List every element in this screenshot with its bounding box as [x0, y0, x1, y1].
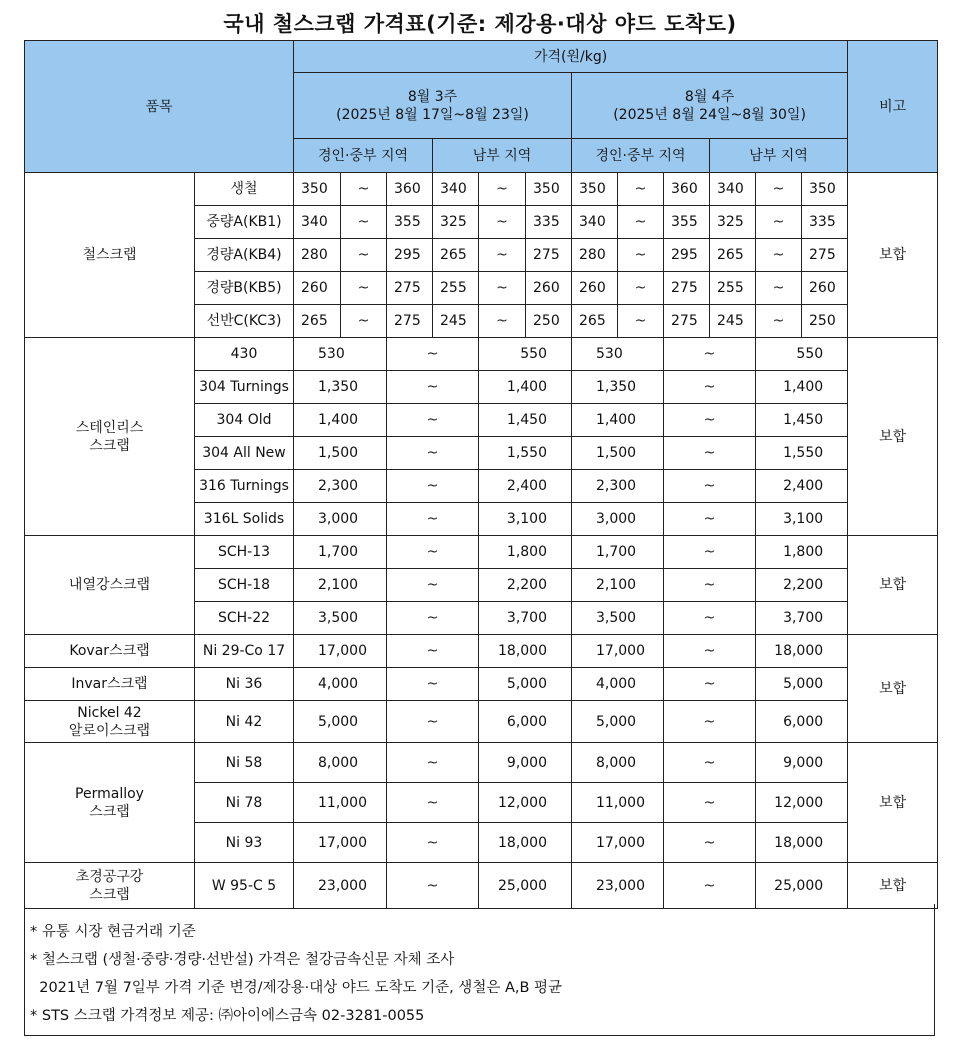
price-low: 23,000: [294, 863, 387, 909]
week1-title: 8월 3주: [407, 88, 458, 105]
item-name: Ni 78: [195, 783, 294, 823]
price-low: 1,700: [294, 536, 387, 569]
item-name: SCH-18: [195, 569, 294, 602]
item-name: Ni 93: [195, 823, 294, 863]
price-low: 265: [294, 305, 341, 338]
header-remark: 비고: [848, 41, 938, 173]
price-high: 12,000: [479, 783, 572, 823]
price-high: 1,400: [756, 371, 848, 404]
item-name: 316 Turnings: [195, 470, 294, 503]
group-permalloy-scrap: [25, 743, 195, 863]
price-low: 325: [710, 206, 756, 239]
price-low: 245: [433, 305, 479, 338]
header-week1-south: 남부 지역: [433, 139, 572, 173]
remark-permalloy: 보합: [848, 743, 938, 863]
tilde: ~: [664, 668, 756, 701]
note-line: * STS 스크랩 가격정보 제공: ㈜아이에스금속 02-3281-0055: [30, 1008, 425, 1024]
tilde: ~: [341, 272, 387, 305]
price-low: 340: [710, 173, 756, 206]
price-low: 265: [572, 305, 618, 338]
price-low: 2,100: [294, 569, 387, 602]
price-low: 17,000: [572, 823, 664, 863]
price-high: 25,000: [756, 863, 848, 909]
price-low: 2,100: [572, 569, 664, 602]
price-low: 530: [572, 338, 664, 371]
price-high: 275: [802, 239, 848, 272]
tilde: ~: [664, 701, 756, 743]
price-high: 350: [802, 173, 848, 206]
price-table: [24, 40, 938, 909]
remark-alloy: 보합: [848, 635, 938, 743]
item-name: W 95-C 5: [195, 863, 294, 909]
tilde: ~: [341, 173, 387, 206]
price-low: 325: [433, 206, 479, 239]
price-high: 1,550: [479, 437, 572, 470]
price-high: 3,100: [479, 503, 572, 536]
note-line: 2021년 7월 7일부 가격 기준 변경/제강용·대상 야드 도착도 기준, 생철은 A,B 평균: [30, 980, 563, 996]
tilde: ~: [387, 569, 479, 602]
table-row: [25, 701, 938, 743]
group-nickel42-scrap-line1: Nickel 42: [77, 704, 142, 721]
group-stainless-scrap-line1: 스테인리스: [75, 419, 144, 436]
tilde: ~: [479, 272, 526, 305]
price-high: 2,400: [756, 470, 848, 503]
item-name: Ni 29-Co 17: [195, 635, 294, 668]
price-high: 355: [387, 206, 433, 239]
remark-heat: 보합: [848, 536, 938, 635]
tilde: ~: [387, 404, 479, 437]
price-low: 2,300: [572, 470, 664, 503]
tilde: ~: [664, 470, 756, 503]
price-high: 6,000: [479, 701, 572, 743]
tilde: ~: [479, 305, 526, 338]
group-kovar-scrap: Kovar스크랩: [25, 635, 195, 668]
tilde: ~: [664, 823, 756, 863]
tilde: ~: [664, 635, 756, 668]
price-high: 275: [387, 272, 433, 305]
group-tool-steel-scrap: [25, 863, 195, 909]
price-high: 2,400: [479, 470, 572, 503]
price-low: 1,500: [572, 437, 664, 470]
price-low: 8,000: [294, 743, 387, 783]
group-permalloy-scrap-line1: Permalloy: [75, 785, 144, 802]
header-item: 품목: [25, 41, 294, 173]
price-table-body: [25, 173, 938, 909]
header-week1-central: 경인·중부 지역: [294, 139, 433, 173]
header-week1: [294, 73, 572, 139]
header-week2-central: 경인·중부 지역: [572, 139, 710, 173]
price-low: 350: [294, 173, 341, 206]
price-low: 17,000: [572, 635, 664, 668]
price-low: 340: [433, 173, 479, 206]
price-high: 360: [387, 173, 433, 206]
price-high: 250: [526, 305, 572, 338]
item-name: 선반C(KC3): [195, 305, 294, 338]
price-low: 265: [433, 239, 479, 272]
price-low: 280: [294, 239, 341, 272]
price-low: 1,400: [572, 404, 664, 437]
remark-tool: 보합: [848, 863, 938, 909]
tilde: ~: [664, 743, 756, 783]
price-high: 18,000: [479, 823, 572, 863]
tilde: ~: [664, 783, 756, 823]
price-high: 1,550: [756, 437, 848, 470]
item-name: 경량B(KB5): [195, 272, 294, 305]
item-name: Ni 42: [195, 701, 294, 743]
tilde: ~: [618, 206, 664, 239]
tilde: ~: [387, 823, 479, 863]
price-low: 1,700: [572, 536, 664, 569]
table-row: [25, 863, 938, 909]
group-stainless-scrap: [25, 338, 195, 536]
tilde: ~: [664, 503, 756, 536]
price-low: 3,500: [294, 602, 387, 635]
price-high: 275: [387, 305, 433, 338]
price-high: 550: [756, 338, 848, 371]
price-low: 340: [294, 206, 341, 239]
price-low: 280: [572, 239, 618, 272]
price-low: 1,500: [294, 437, 387, 470]
group-iron-scrap: 철스크랩: [25, 173, 195, 338]
tilde: ~: [664, 569, 756, 602]
item-name: SCH-13: [195, 536, 294, 569]
price-high: 260: [526, 272, 572, 305]
price-high: 9,000: [756, 743, 848, 783]
page-title: 국내 철스크랩 가격표(기준: 제강용·대상 야드 도착도): [223, 12, 737, 36]
tilde: ~: [618, 239, 664, 272]
tilde: ~: [387, 503, 479, 536]
table-row: [25, 536, 938, 569]
week2-range: (2025년 8월 24일~8월 30일): [613, 106, 806, 123]
price-high: 550: [479, 338, 572, 371]
price-high: 6,000: [756, 701, 848, 743]
tilde: ~: [387, 783, 479, 823]
price-high: 295: [664, 239, 710, 272]
price-low: 260: [572, 272, 618, 305]
price-low: 530: [294, 338, 387, 371]
price-high: 5,000: [479, 668, 572, 701]
item-name: 304 Old: [195, 404, 294, 437]
tilde: ~: [387, 602, 479, 635]
tilde: ~: [387, 668, 479, 701]
group-permalloy-scrap-line2: 스크랩: [89, 803, 130, 820]
tilde: ~: [479, 206, 526, 239]
tilde: ~: [387, 635, 479, 668]
table-row: [25, 668, 938, 701]
remark-stainless: 보합: [848, 338, 938, 536]
price-low: 5,000: [294, 701, 387, 743]
item-name: 생철: [195, 173, 294, 206]
group-tool-steel-scrap-line2: 스크랩: [89, 886, 130, 903]
price-high: 275: [664, 272, 710, 305]
group-stainless-scrap-line2: 스크랩: [89, 437, 130, 454]
tilde: ~: [664, 536, 756, 569]
tilde: ~: [756, 173, 802, 206]
price-low: 17,000: [294, 635, 387, 668]
note-line: * 유통 시장 현금거래 기준: [30, 924, 196, 940]
tilde: ~: [756, 239, 802, 272]
price-low: 8,000: [572, 743, 664, 783]
price-high: 260: [802, 272, 848, 305]
price-high: 350: [526, 173, 572, 206]
table-row: [25, 173, 938, 206]
week2-title: 8월 4주: [684, 88, 735, 105]
item-name: 경량A(KB4): [195, 239, 294, 272]
price-high: 18,000: [756, 823, 848, 863]
price-high: 275: [664, 305, 710, 338]
group-heat-resistant-scrap: 내열강스크랩: [25, 536, 195, 635]
table-row: [25, 635, 938, 668]
tilde: ~: [756, 305, 802, 338]
price-low: 255: [710, 272, 756, 305]
price-high: 2,200: [756, 569, 848, 602]
price-low: 260: [294, 272, 341, 305]
header-week2: [572, 73, 848, 139]
tilde: ~: [387, 863, 479, 909]
price-high: 5,000: [756, 668, 848, 701]
price-high: 335: [526, 206, 572, 239]
item-name: 304 All New: [195, 437, 294, 470]
tilde: ~: [664, 602, 756, 635]
table-row: [25, 338, 938, 371]
tilde: ~: [387, 743, 479, 783]
price-high: 18,000: [756, 635, 848, 668]
price-low: 265: [710, 239, 756, 272]
price-low: 1,350: [572, 371, 664, 404]
price-low: 3,500: [572, 602, 664, 635]
price-high: 12,000: [756, 783, 848, 823]
price-low: 1,350: [294, 371, 387, 404]
price-high: 3,700: [479, 602, 572, 635]
price-low: 5,000: [572, 701, 664, 743]
price-low: 255: [433, 272, 479, 305]
price-low: 4,000: [294, 668, 387, 701]
price-high: 18,000: [479, 635, 572, 668]
tilde: ~: [664, 404, 756, 437]
price-low: 2,300: [294, 470, 387, 503]
tilde: ~: [664, 338, 756, 371]
price-high: 25,000: [479, 863, 572, 909]
remark-iron: 보합: [848, 173, 938, 338]
price-low: 3,000: [294, 503, 387, 536]
price-high: 1,450: [756, 404, 848, 437]
tilde: ~: [387, 371, 479, 404]
tilde: ~: [387, 701, 479, 743]
tilde: ~: [664, 437, 756, 470]
price-high: 275: [526, 239, 572, 272]
tilde: ~: [387, 437, 479, 470]
week1-range: (2025년 8월 17일~8월 23일): [336, 106, 529, 123]
price-high: 3,100: [756, 503, 848, 536]
header-week2-south: 남부 지역: [710, 139, 848, 173]
tilde: ~: [387, 470, 479, 503]
tilde: ~: [479, 173, 526, 206]
price-low: 245: [710, 305, 756, 338]
price-low: 11,000: [572, 783, 664, 823]
item-name: SCH-22: [195, 602, 294, 635]
price-low: 4,000: [572, 668, 664, 701]
group-nickel42-scrap-line2: 알로이스크랩: [68, 722, 151, 739]
price-high: 1,800: [479, 536, 572, 569]
price-high: 335: [802, 206, 848, 239]
table-row: [25, 743, 938, 783]
tilde: ~: [341, 206, 387, 239]
price-low: 11,000: [294, 783, 387, 823]
item-name: Ni 58: [195, 743, 294, 783]
notes-box: [24, 904, 935, 1036]
price-high: 250: [802, 305, 848, 338]
tilde: ~: [387, 536, 479, 569]
price-high: 295: [387, 239, 433, 272]
item-name: 316L Solids: [195, 503, 294, 536]
price-low: 340: [572, 206, 618, 239]
price-low: 23,000: [572, 863, 664, 909]
group-tool-steel-scrap-line1: 초경공구강: [75, 868, 144, 885]
price-high: 360: [664, 173, 710, 206]
header-price: 가격(원/kg): [294, 41, 848, 73]
group-invar-scrap: Invar스크랩: [25, 668, 195, 701]
group-nickel42-scrap: [25, 701, 195, 743]
price-high: 1,400: [479, 371, 572, 404]
tilde: ~: [341, 305, 387, 338]
price-high: 355: [664, 206, 710, 239]
price-high: 1,800: [756, 536, 848, 569]
price-high: 2,200: [479, 569, 572, 602]
tilde: ~: [756, 206, 802, 239]
price-high: 9,000: [479, 743, 572, 783]
price-low: 350: [572, 173, 618, 206]
item-name: 430: [195, 338, 294, 371]
tilde: ~: [618, 305, 664, 338]
tilde: ~: [341, 239, 387, 272]
item-name: Ni 36: [195, 668, 294, 701]
price-high: 3,700: [756, 602, 848, 635]
tilde: ~: [618, 173, 664, 206]
price-low: 17,000: [294, 823, 387, 863]
tilde: ~: [387, 338, 479, 371]
tilde: ~: [618, 272, 664, 305]
tilde: ~: [664, 371, 756, 404]
tilde: ~: [479, 239, 526, 272]
price-low: 1,400: [294, 404, 387, 437]
item-name: 304 Turnings: [195, 371, 294, 404]
tilde: ~: [756, 272, 802, 305]
tilde: ~: [664, 863, 756, 909]
item-name: 중량A(KB1): [195, 206, 294, 239]
price-high: 1,450: [479, 404, 572, 437]
price-low: 3,000: [572, 503, 664, 536]
note-line: * 철스크랩 (생철·중량·경량·선반설) 가격은 철강금속신문 자체 조사: [30, 952, 455, 968]
